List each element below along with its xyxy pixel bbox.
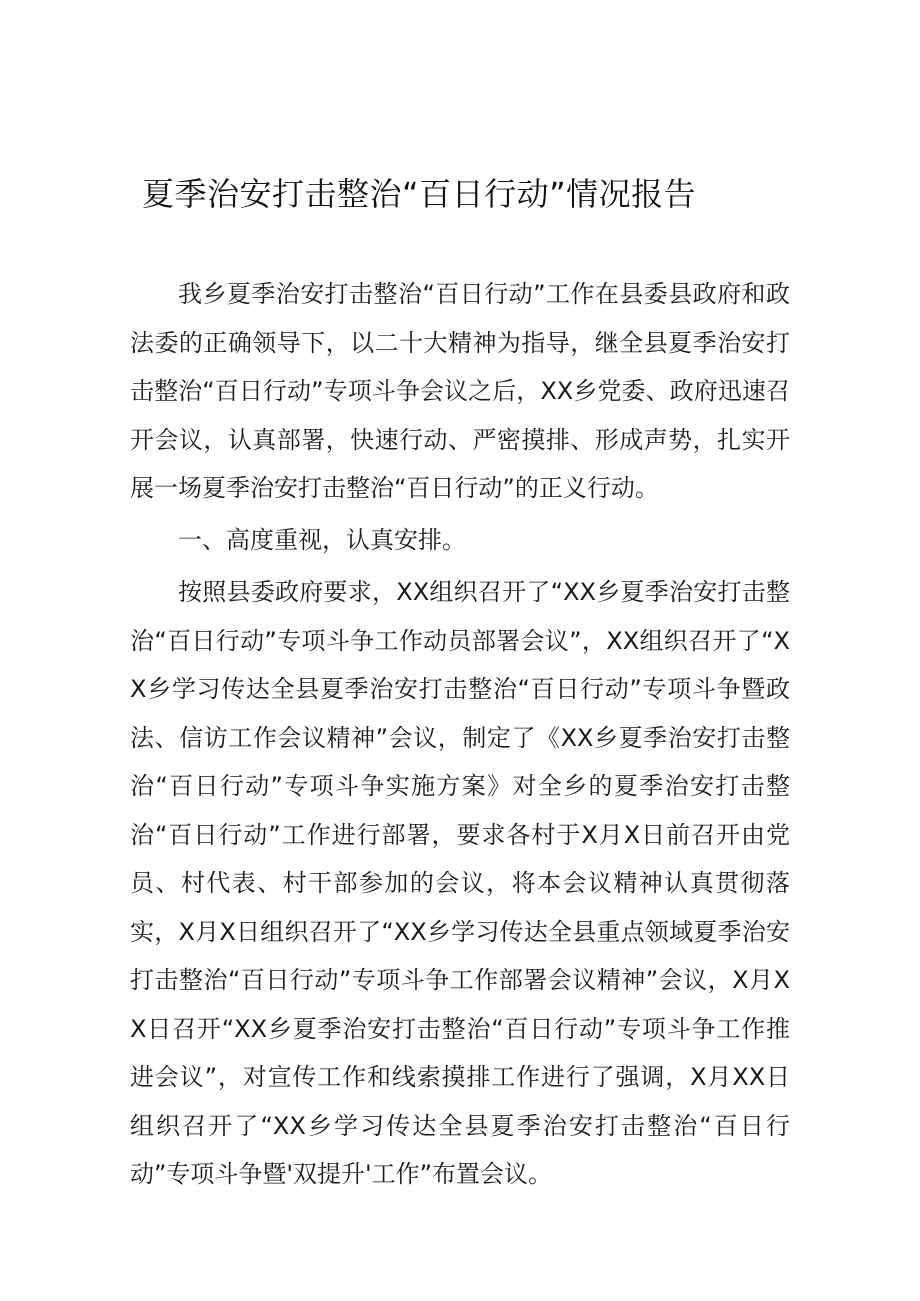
document-body <box>130 270 790 1199</box>
paragraph-meetings: 按照县委政府要求，XX组织召开了“XX乡夏季治安打击整治“百日行动”专项斗争工作动员部署会议”，XX组织召开了“XX乡学习传达全县夏季治安打击整治“百日行动”专项斗争暨政法、信访工作会议精神”会议，制定了《XX乡夏季治安打击整治“百日行动”专项斗争实施方案》对全乡的夏季治安打击整治“百日行动”工作进行部署，要求各村于X月X日前召开由党员、村代表、村干部参加的会议，将本会议精神认真贯彻落实，X月X日组织召开了“XX乡学习传达全县重点领域夏季治安打击整治“百日行动”专项斗争工作部署会议精神”会议，X月XX日召开“XX乡夏季治安打击整治“百日行动”专项斗争工作推进会议”，对宣传工作和线索摸排工作进行了强调，X月XX日组织召开了“XX乡学习传达全县夏季治安打击整治“百日行动”专项斗争暨'双提升'工作”布置会议。 <box>130 578 790 1188</box>
document-title: 夏季治安打击整治“百日行动”情况报告 <box>142 175 697 213</box>
paragraph-intro: 我乡夏季治安打击整治“百日行动”工作在县委县政府和政法委的正确领导下，以二十大精神为指导，继全县夏季治安打击整治“百日行动”专项斗争会议之后，XX乡党委、政府迅速召开会议，认真部署，快速行动、严密摸排、形成声势，扎实开展一场夏季治安打击整治“百日行动”的正义行动。 <box>130 280 790 502</box>
section-heading: 一、高度重视，认真安排。 <box>178 525 466 554</box>
